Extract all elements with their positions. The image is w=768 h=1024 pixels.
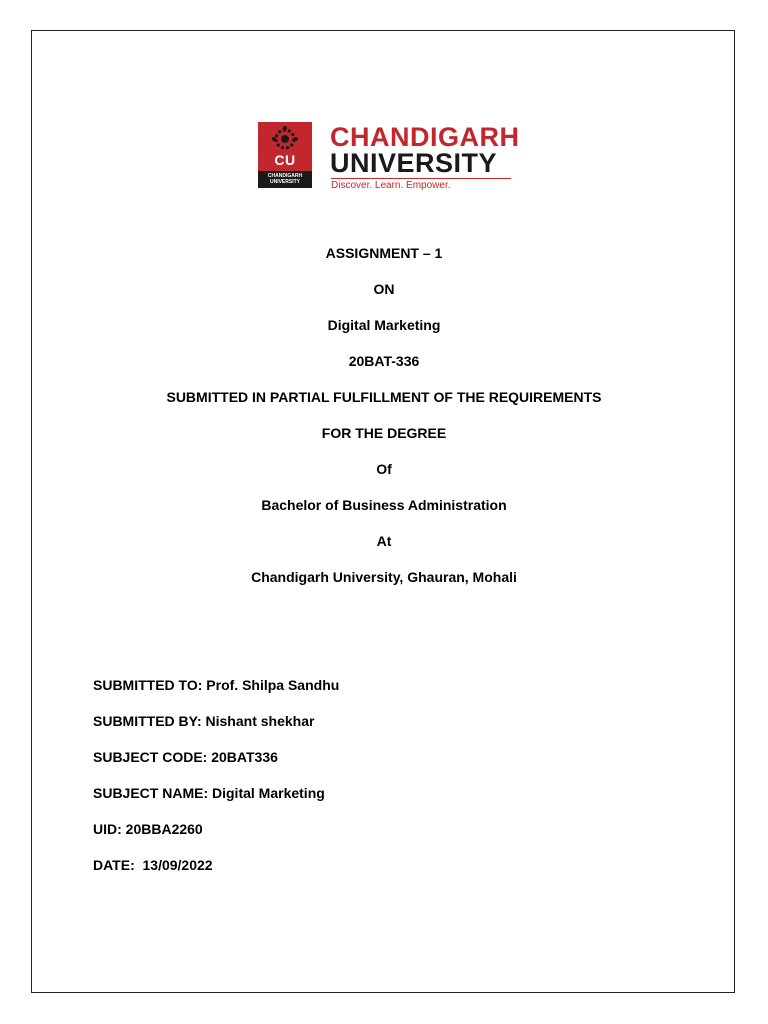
logo-tagline: Discover. Learn. Empower. bbox=[331, 178, 511, 191]
logo-name-line2: UNIVERSITY bbox=[330, 148, 498, 178]
title-on: ON bbox=[373, 281, 395, 297]
university-logo bbox=[258, 122, 518, 192]
assignment-title: ASSIGNMENT – 1 bbox=[325, 245, 443, 261]
submitted-to: SUBMITTED TO: Prof. Shilpa Sandhu bbox=[93, 677, 340, 693]
logo-emblem bbox=[258, 122, 312, 188]
logo-name-line1: CHANDIGARH bbox=[330, 122, 520, 152]
at-line: At bbox=[376, 533, 392, 549]
institution-location: Chandigarh University, Ghauran, Mohali bbox=[251, 569, 517, 585]
subject-name: SUBJECT NAME: Digital Marketing bbox=[93, 785, 325, 801]
subject-title: Digital Marketing bbox=[327, 317, 441, 333]
gear-emblem-icon bbox=[270, 125, 300, 153]
uid: UID: 20BBA2260 bbox=[93, 821, 203, 837]
date: DATE: 13/09/2022 bbox=[93, 857, 213, 873]
degree-line: FOR THE DEGREE bbox=[321, 425, 447, 441]
submitted-by: SUBMITTED BY: Nishant shekhar bbox=[93, 713, 315, 729]
of-line: Of bbox=[376, 461, 392, 477]
submission-statement: SUBMITTED IN PARTIAL FULFILLMENT OF THE REQUIREMENTS bbox=[166, 389, 602, 405]
logo-emblem-subtext: CHANDIGARH UNIVERSITY bbox=[258, 171, 312, 188]
logo-emblem-text: CU bbox=[274, 152, 296, 168]
degree-name: Bachelor of Business Administration bbox=[261, 497, 507, 513]
subject-code-title: 20BAT-336 bbox=[348, 353, 420, 369]
subject-code: SUBJECT CODE: 20BAT336 bbox=[93, 749, 278, 765]
